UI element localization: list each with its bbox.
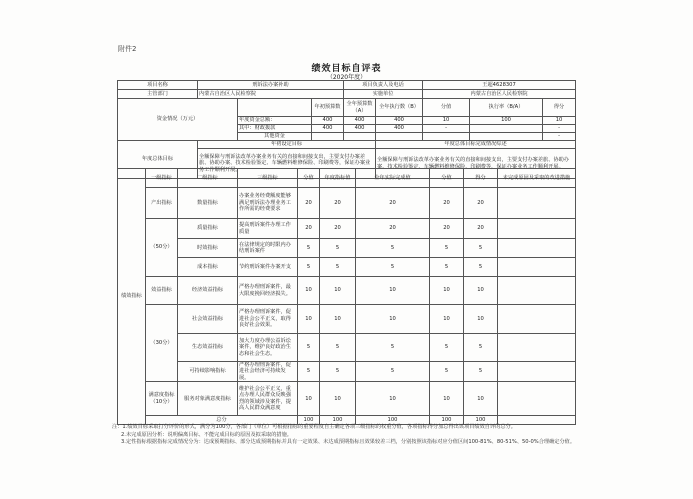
- project-name: 刑诉法办案补助: [198, 81, 344, 90]
- cell: 10: [423, 117, 470, 125]
- cell: 5: [298, 258, 320, 277]
- leader-label: 项目负责人及电话: [344, 81, 423, 90]
- cell: 5: [464, 362, 498, 382]
- cell: 20: [430, 188, 464, 219]
- cell: 10: [320, 277, 356, 305]
- table-row-l2: 经济效益指标: [178, 277, 238, 305]
- table-row-l3: 加大力度办理公益诉讼案件，维护良好政治生态和社会生态。: [238, 334, 298, 362]
- cell: 5: [298, 362, 320, 382]
- rate-header: 执行率（B/A）: [470, 99, 543, 117]
- adjusted-header: 全年预算数（A）: [344, 99, 376, 117]
- cell: 20: [298, 219, 320, 239]
- cell: 5: [320, 258, 356, 277]
- form-year: （2020年度）: [326, 74, 367, 81]
- th-level1: 一级指标: [146, 169, 178, 188]
- budget-header: 年初预算数: [312, 99, 344, 117]
- cell: 400: [376, 125, 423, 133]
- cell: 20: [320, 188, 356, 219]
- funds-label: 资金情况（万元）: [118, 99, 238, 141]
- cell: 10: [356, 382, 430, 416]
- attachment-label: 附件2: [118, 45, 137, 53]
- cell: 5: [298, 334, 320, 362]
- effect-score-label: （30分）: [146, 305, 178, 382]
- cell: 20: [298, 188, 320, 219]
- cell: 5: [430, 362, 464, 382]
- th-level3: 三级指标: [238, 169, 298, 188]
- cell: 10: [464, 277, 498, 305]
- output-score-label: （50分）: [146, 219, 178, 277]
- th-got: 得分: [464, 169, 498, 188]
- cell: 10: [430, 305, 464, 334]
- table-row-l3: 提高刑诉案件办理工作质量: [238, 219, 298, 239]
- footnote-2: 2.未完成原因分析：说明偏离目标、不能完成目标的原因及拟采取的措施。: [121, 431, 292, 438]
- impl-value: 内蒙古自治区人民检察院: [423, 90, 576, 99]
- total-cell: 100: [320, 416, 356, 425]
- exec-header: 全年执行数（B）: [376, 99, 423, 117]
- cell: 400: [344, 117, 376, 125]
- table-row-l3: 在法律规定的时限内办结刑诉案件: [238, 239, 298, 258]
- cell: 10: [298, 305, 320, 334]
- table-row-l2: 生态效益指标: [178, 334, 238, 362]
- total-funds-label: 年度资金总额：: [238, 117, 312, 125]
- cell: [470, 125, 543, 133]
- cell: 5: [464, 239, 498, 258]
- cell: 5: [464, 334, 498, 362]
- output-indicator-label: 产出指标: [146, 188, 178, 219]
- th-level2: 二级指标: [178, 169, 238, 188]
- cell: 5: [430, 239, 464, 258]
- cell: [423, 133, 470, 141]
- indicators-section-label: 绩效指标: [118, 169, 146, 425]
- planned-goal-text: 全额保障与刑诉法改革办案业务有关的直接和间接支出，主要支付办案差旅、协助办案、技术检验鉴定、车辆燃料维修保险、印刷费等，保证办案业务工作顺利开展。: [198, 149, 376, 179]
- cell: 20: [356, 219, 430, 239]
- leader-value: 王超4628307: [423, 81, 576, 90]
- cell: [312, 133, 344, 141]
- score-header: 分值: [423, 99, 470, 117]
- cell: 10: [356, 305, 430, 334]
- cell: 20: [430, 219, 464, 239]
- cell: 20: [464, 219, 498, 239]
- cell: 400: [312, 125, 344, 133]
- table-row-l2: 服务对象满意度指标: [178, 382, 238, 416]
- footnotes: [112, 424, 590, 447]
- satisfaction-indicator-label: 满意度指标（10分）: [146, 382, 178, 416]
- cell: 100: [470, 117, 543, 125]
- got-header: 得分: [543, 99, 576, 117]
- table-row-l2: 社会效益指标: [178, 305, 238, 334]
- cell: 5: [320, 362, 356, 382]
- cell: 5: [356, 334, 430, 362]
- total-cell: 100: [430, 416, 464, 425]
- project-name-label: 项目名称: [118, 81, 198, 90]
- other-funds-label: 其他资金: [238, 133, 312, 141]
- cell: 10: [543, 117, 576, 125]
- cell: 10: [464, 382, 498, 416]
- cell: 20: [356, 188, 430, 219]
- cell: [344, 133, 376, 141]
- cell: [470, 133, 543, 141]
- cell: 5: [356, 239, 430, 258]
- cell: 5: [464, 258, 498, 277]
- planned-goal-header: 年初设定目标: [198, 141, 376, 149]
- table-row-l2: 可持续影响指标: [178, 362, 238, 382]
- total-cell: 100: [356, 416, 430, 425]
- th-target: 年度指标值: [320, 169, 356, 188]
- cell: 10: [430, 277, 464, 305]
- table-row-l2: 成本指标: [178, 258, 238, 277]
- form-title: 绩效目标自评表: [311, 64, 382, 74]
- total-label: 总分: [146, 416, 298, 425]
- cell: 400: [376, 117, 423, 125]
- table-row-l2: 时效指标: [178, 239, 238, 258]
- cell: -: [423, 125, 470, 133]
- table-row-l3: 严格办理刑诉案件，促进社会公平正义，取得良好社会效果。: [238, 305, 298, 334]
- table-row-l2: 质量指标: [178, 219, 238, 239]
- footnote-3: 3.定性指标根据指标完成情况分为：达成预期指标、部分达成预期指标并具有一定效果、未达成预期指标且效果较差三档，分别按照该指标对应分值区间100-81%、80-51%、50-0%合理确定分值。: [121, 439, 576, 446]
- cell: 10: [320, 382, 356, 416]
- cell: 400: [312, 117, 344, 125]
- cell: 10: [298, 277, 320, 305]
- cell: -: [543, 125, 576, 133]
- dept-label: 主管部门: [118, 90, 198, 99]
- th-reason: 未完成原因及采取的改进措施: [498, 169, 576, 188]
- actual-goal-text: 全额保障与刑诉法改革办案业务有关的直接和间接支出，主要支付办案差旅、协助办案、技术检验鉴定、车辆燃料维修保险、印刷费等，保证办案业务工作顺利开展。: [376, 149, 576, 179]
- cell: [376, 133, 423, 141]
- cell: 5: [430, 334, 464, 362]
- cell: 5: [320, 334, 356, 362]
- indicators-table: [117, 168, 576, 425]
- footnote-1: 注：1.绩效目标采取打分评价的形式，满分为100分，各部门（单位）可根据指标的重要程度自主确定各项三级指标的权重分值，各项指标得分加总得出该项目绩效自评的总分。: [112, 424, 516, 430]
- dept-value: 内蒙古自治区人民检察院: [198, 90, 344, 99]
- cell: 5: [356, 258, 430, 277]
- cell: -: [543, 133, 576, 141]
- cell: 20: [464, 188, 498, 219]
- th-score: 分值: [298, 169, 320, 188]
- cell: 5: [430, 258, 464, 277]
- annual-goal-label: 年度总体目标: [118, 141, 198, 179]
- total-cell: 100: [464, 416, 498, 425]
- table-row-l3: 办案业务经费额度能够满足刑诉法办理业务工作所需的经费要求: [238, 188, 298, 219]
- cell: 10: [430, 382, 464, 416]
- effect-indicator-label: 效益指标: [146, 277, 178, 305]
- cell: 10: [464, 305, 498, 334]
- cell: 5: [356, 362, 430, 382]
- th-actual: 全年实际完成值: [356, 169, 430, 188]
- cell: 5: [320, 239, 356, 258]
- cell: 20: [320, 219, 356, 239]
- cell: 400: [344, 125, 376, 133]
- total-cell: 100: [298, 416, 320, 425]
- fiscal-funds-label: 其中：财政拨款: [238, 125, 312, 133]
- table-row-l3: 维护社会公平正义，重点办理人民群众反映强烈的领域涉及案件，提高人民群众满意度: [238, 382, 298, 416]
- cell: 10: [298, 382, 320, 416]
- table-row-l3: 严格办理刑诉案件，最大限度挽回经济损失。: [238, 277, 298, 305]
- actual-goal-header: 年度总体目标完成情况综述: [376, 141, 576, 149]
- project-info-table: [117, 80, 576, 179]
- cell: 10: [356, 277, 430, 305]
- cell: 5: [298, 239, 320, 258]
- table-row-l3: 节约刑诉案件办案开支: [238, 258, 298, 277]
- th-score2: 分值: [430, 169, 464, 188]
- table-row-l2: 数量指标: [178, 188, 238, 219]
- impl-label: 实施单位: [344, 90, 423, 99]
- cell: 10: [320, 305, 356, 334]
- table-row-l3: 严格办理刑诉案件，促进社会经济可持续发展。: [238, 362, 298, 382]
